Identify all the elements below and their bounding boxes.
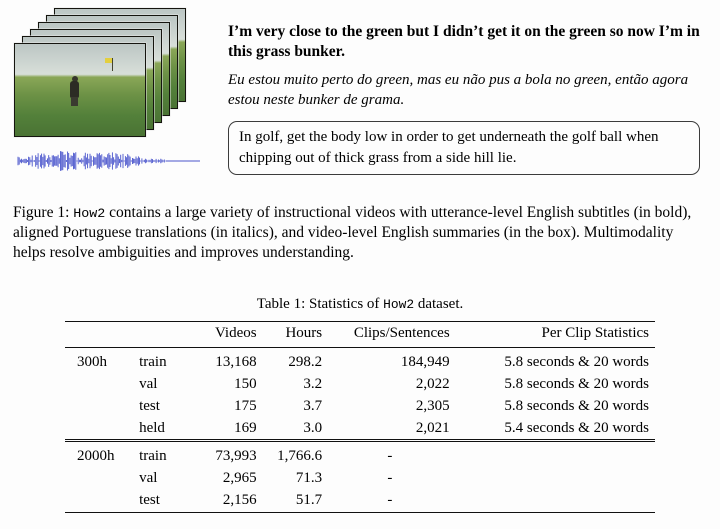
table-row bbox=[65, 468, 655, 490]
cell-per-clip bbox=[454, 468, 655, 490]
header-cell-empty bbox=[135, 322, 186, 348]
cell-videos: 169 bbox=[234, 419, 257, 436]
cell-split: train bbox=[139, 353, 167, 370]
header-cell-videos: Videos bbox=[186, 322, 261, 348]
figure-media bbox=[14, 8, 214, 178]
section-label bbox=[65, 395, 135, 417]
subtitle-english: I’m very close to the green but I didn’t get it on the green so now I’m in this grass bunker. bbox=[228, 23, 700, 61]
section-label: 2000h bbox=[65, 441, 135, 468]
audio-waveform-path bbox=[18, 151, 200, 171]
cell-split: test bbox=[139, 492, 160, 508]
cell-split: val bbox=[139, 470, 158, 486]
cell-clips: - bbox=[387, 492, 393, 508]
cell-clips: - bbox=[326, 441, 454, 468]
cell-hours: 71.3 bbox=[295, 470, 323, 486]
dataset-name: How2 bbox=[383, 297, 415, 312]
cell-split: test bbox=[139, 397, 160, 414]
translation-portuguese: Eu estou muito perto do green, mas eu não pus a bola no green, então agora estou neste bunker de grama. bbox=[228, 72, 689, 108]
section-label bbox=[65, 490, 135, 513]
cell-clips: 184,949 bbox=[400, 353, 450, 370]
cell-videos: 13,168 bbox=[215, 353, 257, 370]
cell-hours: 51.7 bbox=[295, 492, 323, 508]
table-row bbox=[65, 417, 655, 441]
golfer-figure bbox=[71, 97, 78, 106]
figure-caption-text: contains a large variety of instructional videos with utterance-level English subtitles (in bold), aligned Portuguese translations (in italics), and video-level English summaries (in the box). Multimodality helps resolve ambiguities and improves understanding. bbox=[13, 204, 692, 262]
table-caption-prefix: Table 1: Statistics of bbox=[256, 296, 380, 312]
header-cell-per-clip: Per Clip Statistics bbox=[454, 322, 655, 348]
cell-split: val bbox=[139, 375, 158, 392]
table-row bbox=[65, 373, 655, 395]
golfer-figure bbox=[70, 81, 79, 98]
summary-text: In golf, get the body low in order to get underneath the golf ball when chipping out of thick grass from a side hill lie. bbox=[239, 129, 659, 166]
video-frame-stack bbox=[14, 8, 194, 140]
video-frame-front bbox=[14, 43, 146, 137]
cell-hours: 3.2 bbox=[303, 375, 323, 392]
dataset-name: How2 bbox=[73, 207, 106, 222]
audio-waveform bbox=[16, 148, 202, 174]
cell-per-clip bbox=[454, 441, 655, 468]
cell-per-clip: 5.8 seconds & 20 words bbox=[504, 397, 649, 414]
section-label bbox=[65, 468, 135, 490]
table-row bbox=[65, 395, 655, 417]
cell-clips: 2,021 bbox=[415, 419, 450, 436]
table-caption bbox=[0, 296, 720, 313]
table-header bbox=[65, 322, 655, 348]
table-row bbox=[65, 490, 655, 513]
header-cell-empty bbox=[65, 322, 135, 348]
header-cell-hours: Hours bbox=[261, 322, 327, 348]
cell-per-clip: 5.8 seconds & 20 words bbox=[504, 375, 649, 392]
cell-per-clip bbox=[454, 490, 655, 513]
figure-caption bbox=[13, 203, 709, 264]
section-label bbox=[65, 417, 135, 441]
table-section-300h bbox=[65, 347, 655, 441]
table-section-2000h bbox=[65, 441, 655, 513]
cell-hours: 3.0 bbox=[303, 419, 323, 436]
cell-videos: 175 bbox=[234, 397, 257, 414]
cell-hours: 3.7 bbox=[303, 397, 323, 414]
cell-videos: 150 bbox=[234, 375, 257, 392]
section-label bbox=[65, 373, 135, 395]
cell-hours: 298.2 bbox=[288, 353, 323, 370]
cell-split: train bbox=[135, 441, 186, 468]
cell-clips: - bbox=[387, 470, 393, 486]
golf-flag-pole bbox=[112, 58, 113, 71]
cell-per-clip: 5.4 seconds & 20 words bbox=[504, 419, 649, 436]
cell-clips: 2,305 bbox=[415, 397, 450, 414]
section-label: 300h bbox=[77, 353, 107, 370]
figure-caption-prefix: Figure 1: bbox=[13, 204, 70, 221]
cell-videos: 2,156 bbox=[222, 492, 257, 508]
cell-clips: 2,022 bbox=[415, 375, 450, 392]
cell-hours: 1,766.6 bbox=[261, 441, 327, 468]
table-caption-suffix: dataset. bbox=[417, 296, 464, 312]
cell-split: held bbox=[139, 419, 165, 436]
table-row bbox=[65, 347, 655, 373]
statistics-table bbox=[65, 321, 655, 513]
cell-videos: 73,993 bbox=[186, 441, 261, 468]
table-row bbox=[65, 441, 655, 468]
figure-text-column bbox=[228, 22, 708, 175]
header-cell-clips: Clips/Sentences bbox=[326, 322, 454, 348]
cell-videos: 2,965 bbox=[222, 470, 257, 486]
cell-per-clip: 5.8 seconds & 20 words bbox=[504, 353, 649, 370]
table-header-row bbox=[65, 322, 655, 348]
summary-box bbox=[228, 121, 700, 175]
